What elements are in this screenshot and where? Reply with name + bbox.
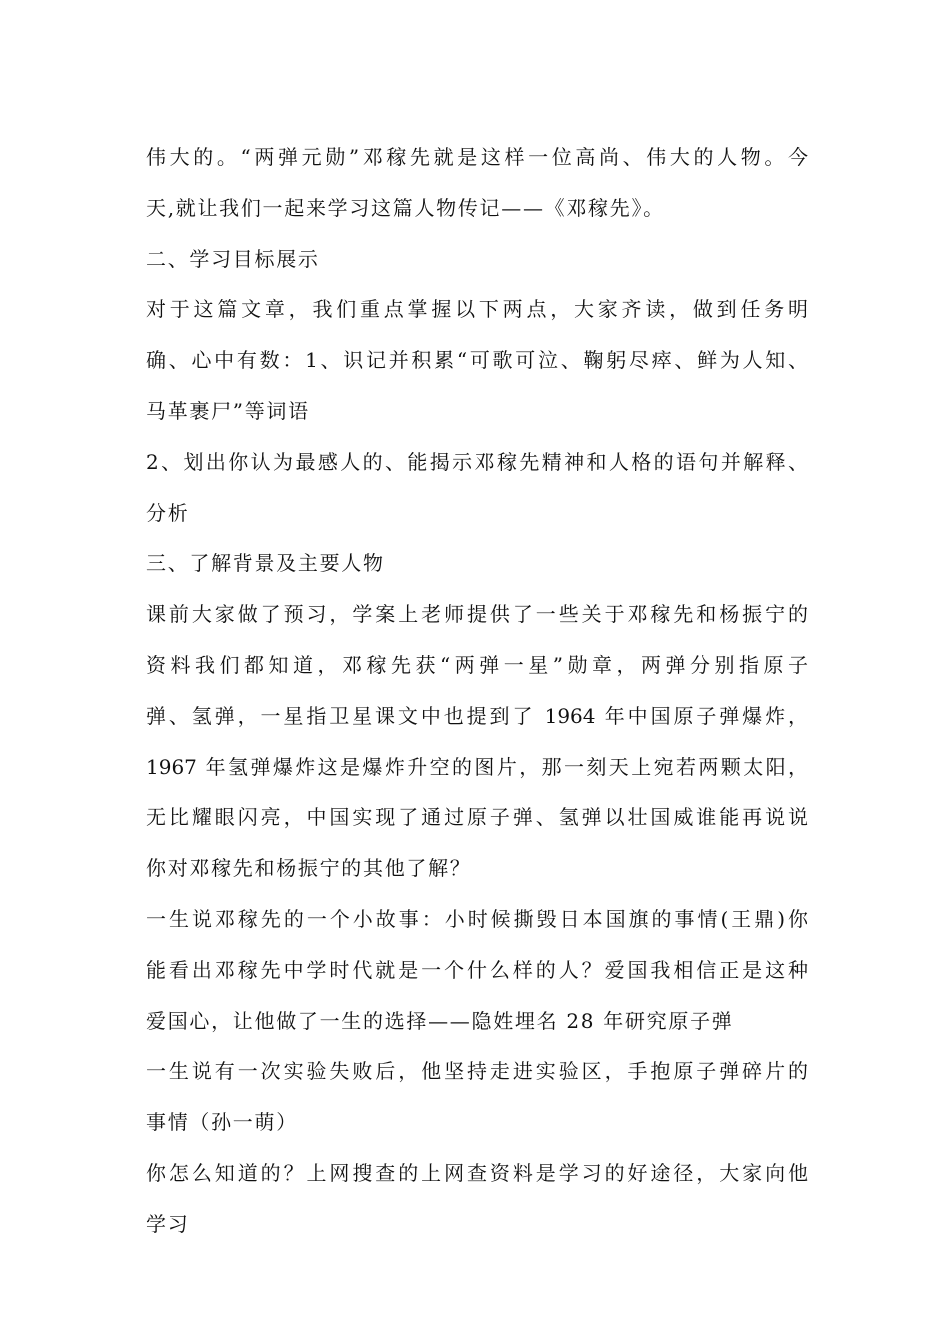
paragraph-line: 你对邓稼先和杨振宁的其他了解？ xyxy=(146,856,472,881)
paragraph-line: 伟大的。“两弹元勋”邓稼先就是这样一位高尚、伟大的人物。今 xyxy=(146,145,808,169)
paragraph-line: 能看出邓稼先中学时代就是一个什么样的人？爱国我相信正是这种 xyxy=(146,957,808,982)
paragraph-line: 事情（孙一萌） xyxy=(146,1110,298,1135)
paragraph-line: 马革裹尸”等词语 xyxy=(146,398,310,423)
paragraph-line: 学习 xyxy=(146,1211,190,1236)
paragraph-line: 分析 xyxy=(146,500,190,525)
section-heading: 三、了解背景及主要人物 xyxy=(146,551,385,576)
section-heading: 二、学习目标展示 xyxy=(146,246,320,271)
paragraph-line: 2、划出你认为最感人的、能揭示邓稼先精神和人格的语句并解释、 xyxy=(146,449,808,474)
paragraph-line: 资料我们都知道，邓稼先获“两弹一星”勋章，两弹分别指原子 xyxy=(146,652,808,677)
paragraph-line: 天,就让我们一起来学习这篇人物传记——《邓稼先》。 xyxy=(146,195,665,220)
document-body xyxy=(146,132,808,1250)
paragraph-line: 课前大家做了预习，学案上老师提供了一些关于邓稼先和杨振宁的 xyxy=(146,602,808,627)
paragraph-line: 一生说邓稼先的一个小故事：小时候撕毁日本国旗的事情(王鼎)你 xyxy=(146,906,808,931)
paragraph-line: 弹、氢弹，一星指卫星课文中也提到了 1964 年中国原子弹爆炸， xyxy=(146,703,808,728)
paragraph-line: 你怎么知道的？上网搜查的上网查资料是学习的好途径，大家向他 xyxy=(146,1160,808,1185)
paragraph-line: 无比耀眼闪亮，中国实现了通过原子弹、氢弹以壮国威谁能再说说 xyxy=(146,805,808,830)
paragraph-line: 对于这篇文章，我们重点掌握以下两点，大家齐读，做到任务明 xyxy=(146,297,808,322)
paragraph-line: 一生说有一次实验失败后，他坚持走进实验区，手抱原子弹碎片的 xyxy=(146,1059,808,1084)
paragraph-line: 爱国心，让他做了一生的选择——隐姓埋名 28 年研究原子弹 xyxy=(146,1008,734,1033)
paragraph-line: 1967 年氢弹爆炸这是爆炸升空的图片，那一刻天上宛若两颗太阳， xyxy=(146,754,808,779)
paragraph-line: 确、心中有数：1、识记并积累“可歌可泣、鞠躬尽瘁、鲜为人知、 xyxy=(146,348,808,373)
